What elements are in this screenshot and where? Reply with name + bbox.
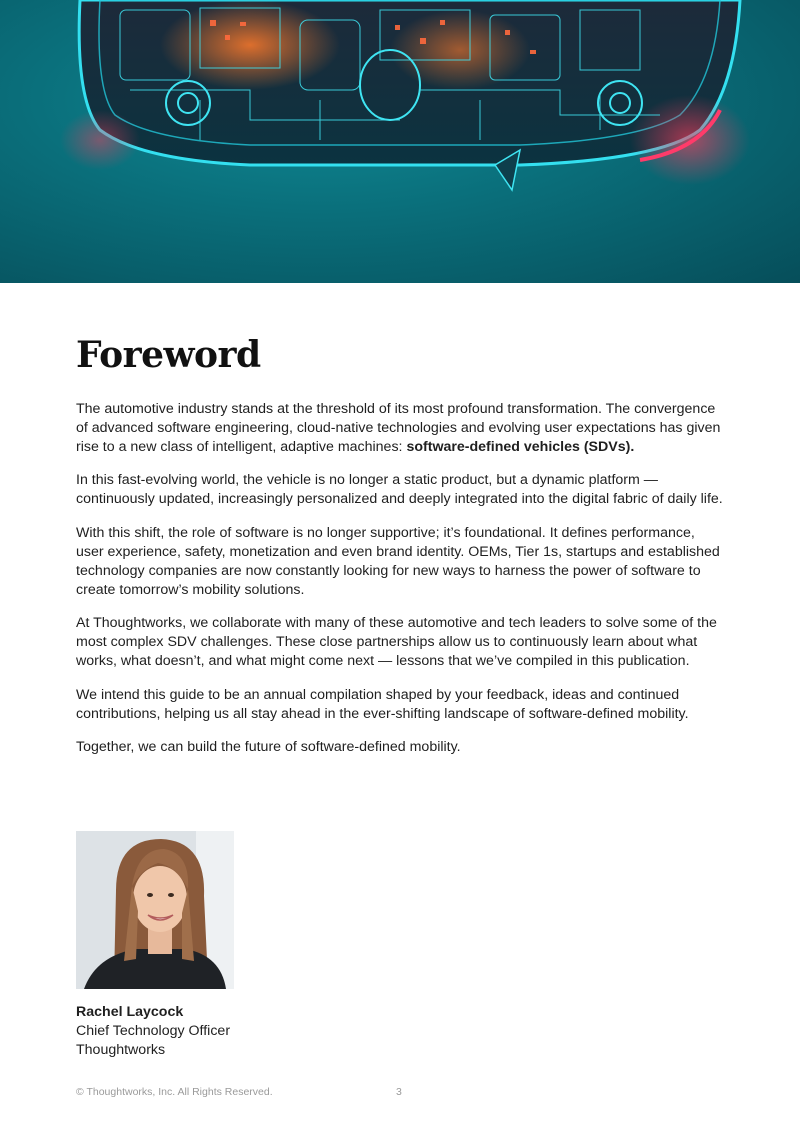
footer-copyright: © Thoughtworks, Inc. All Rights Reserved. [76, 1086, 273, 1098]
paragraph-3: With this shift, the role of software is no longer supportive; it’s foundational. It defines performance, user experience, safety, monetization and even brand identity. OEMs, Tier 1s, startups and established technology companies are now constantly looking for new ways to harness the power of software to create tomorrow’s mobility solutions. [76, 524, 720, 598]
page-number: 3 [396, 1086, 402, 1098]
paragraph-2: In this fast-evolving world, the vehicle is no longer a static product, but a dynamic platform — continuously updated, increasingly personalized and deeply integrated into the digital fabric of daily life. [76, 472, 723, 508]
paragraph-1-bold: software-defined vehicles (SDVs). [406, 438, 635, 455]
foreword-section [76, 336, 726, 772]
paragraph-1 [76, 400, 726, 457]
hero-image [0, 0, 800, 283]
paragraph-1-text: The automotive industry stands at the threshold of its most profound transformation. The convergence of advanced software engineering, cloud-native technologies and evolving user expectations has given rise to a new class of intelligent, adaptive machines: [76, 400, 721, 455]
author-signature [76, 1003, 230, 1060]
author-role: Chief Technology Officer [76, 1023, 231, 1039]
paragraph-5: We intend this guide to be an annual compilation shaped by your feedback, ideas and continued contributions, helping us all stay ahead in the ever-shifting landscape of software-defined mobility. [76, 686, 689, 722]
author-company: Thoughtworks [76, 1042, 166, 1058]
paragraph-4: At Thoughtworks, we collaborate with many of these automotive and tech leaders to solve some of the most complex SDV challenges. These close partnerships allow us to continuously learn about what works, what doesn’t, and what might come next — lessons that we’ve compiled in this publication. [76, 615, 717, 670]
page-title: Foreword [76, 334, 261, 376]
author-portrait [76, 831, 234, 989]
car-illustration [0, 0, 800, 283]
author-photo [76, 831, 234, 989]
author-name: Rachel Laycock [76, 1004, 184, 1020]
paragraph-6: Together, we can build the future of software-defined mobility. [76, 739, 461, 756]
